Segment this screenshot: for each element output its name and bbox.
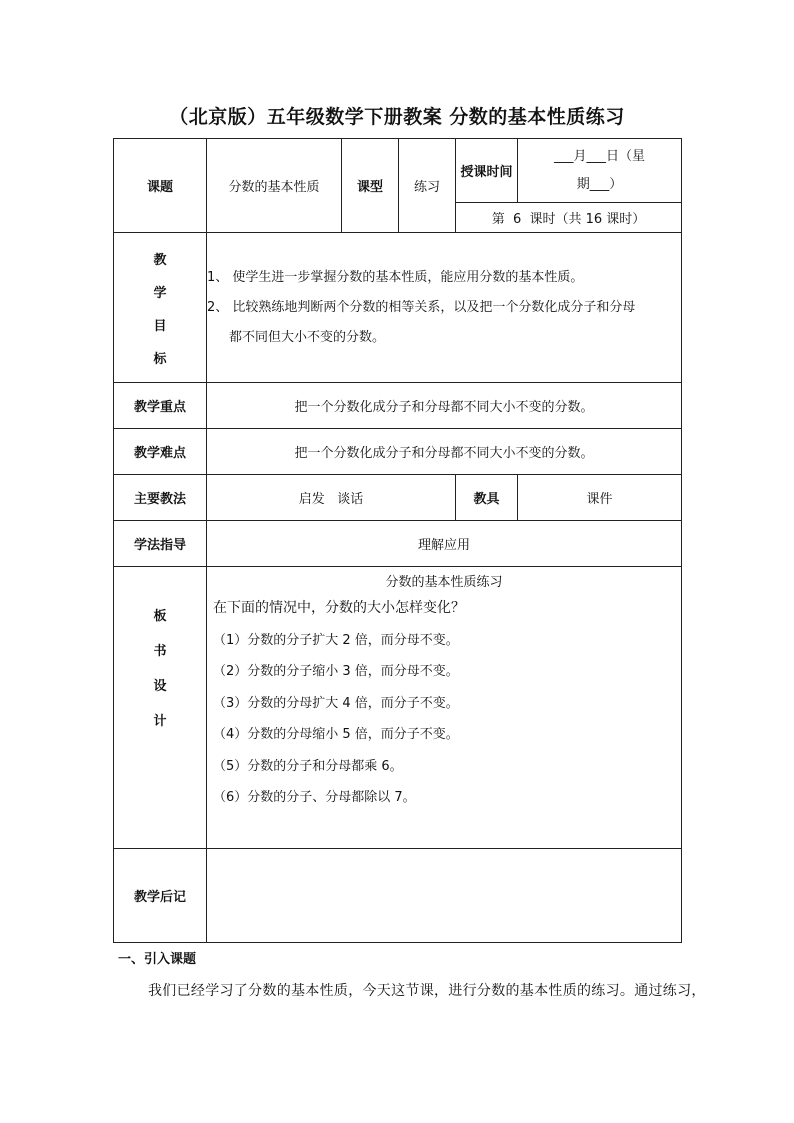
lesson-plan-table — [113, 138, 682, 943]
reflection-label: 教学后记 — [114, 849, 207, 943]
difficulty-value: 把一个分数化成分子和分母都不同大小不变的分数。 — [207, 429, 682, 475]
board-title: 分数的基本性质练习 — [385, 575, 503, 590]
teaching-aid-value: 课件 — [518, 475, 682, 521]
board-design-content — [207, 567, 682, 849]
study-guide-value: 理解应用 — [207, 521, 682, 567]
board-label-char: 设 — [153, 679, 167, 694]
section-heading: 一、引入课题 — [118, 952, 197, 967]
board-line: （6）分数的分子、分母都除以 7。 — [213, 790, 416, 805]
teaching-aid-label: 教具 — [456, 475, 518, 521]
document-title: （北京版）五年级数学下册教案 分数的基本性质练习 — [169, 106, 625, 128]
section-paragraph: 我们已经学习了分数的基本性质，今天这节课，进行分数的基本性质的练习。通过练习， — [148, 983, 706, 999]
date-line-2: 期___） — [576, 176, 623, 192]
board-label-char: 板 — [153, 609, 167, 624]
lesson-count: 第 6 课时（共 16 课时） — [456, 203, 682, 233]
topic-label: 课题 — [114, 139, 207, 233]
board-line: （4）分数的分母缩小 5 倍，而分子不变。 — [213, 727, 459, 742]
date-line-1: ___月___日（星 — [553, 148, 645, 164]
board-label-char: 书 — [153, 644, 167, 659]
teaching-method-value: 启发 谈话 — [207, 475, 456, 521]
teaching-goals — [207, 233, 682, 383]
board-line: （5）分数的分子和分母都乘 6。 — [213, 758, 403, 774]
board-label-char: 计 — [153, 714, 167, 729]
goal-item: 2、 比较熟练地判断两个分数的相等关系，以及把一个分数化成分子和分母 — [207, 299, 636, 315]
goal-item: 1、 使学生进一步掌握分数的基本性质，能应用分数的基本性质。 — [207, 269, 584, 285]
reflection-value — [207, 849, 682, 943]
goals-label-char: 学 — [153, 285, 167, 301]
goals-label-char: 标 — [153, 351, 167, 367]
board-line: （2）分数的分子缩小 3 倍，而分母不变。 — [213, 664, 459, 679]
teaching-time-label: 授课时间 — [456, 139, 518, 203]
teaching-date-field — [518, 139, 682, 203]
board-line: （1）分数的分子扩大 2 倍，而分母不变。 — [213, 632, 459, 648]
goals-label — [114, 233, 207, 383]
lesson-type-label: 课型 — [342, 139, 399, 233]
goals-label-char: 教 — [153, 252, 167, 268]
board-line: （3）分数的分母扩大 4 倍，而分子不变。 — [213, 695, 459, 711]
goals-label-char: 目 — [153, 318, 167, 334]
lesson-type-value: 练习 — [399, 139, 456, 233]
goal-item-continued: 都不同但大小不变的分数。 — [229, 329, 386, 345]
board-design-label — [114, 567, 207, 849]
teaching-method-label: 主要教法 — [114, 475, 207, 521]
difficulty-label: 教学难点 — [114, 429, 207, 475]
key-point-label: 教学重点 — [114, 383, 207, 429]
key-point-value: 把一个分数化成分子和分母都不同大小不变的分数。 — [207, 383, 682, 429]
study-guide-label: 学法指导 — [114, 521, 207, 567]
topic-value: 分数的基本性质 — [207, 139, 342, 233]
board-line: 在下面的情况中，分数的大小怎样变化？ — [213, 600, 465, 616]
